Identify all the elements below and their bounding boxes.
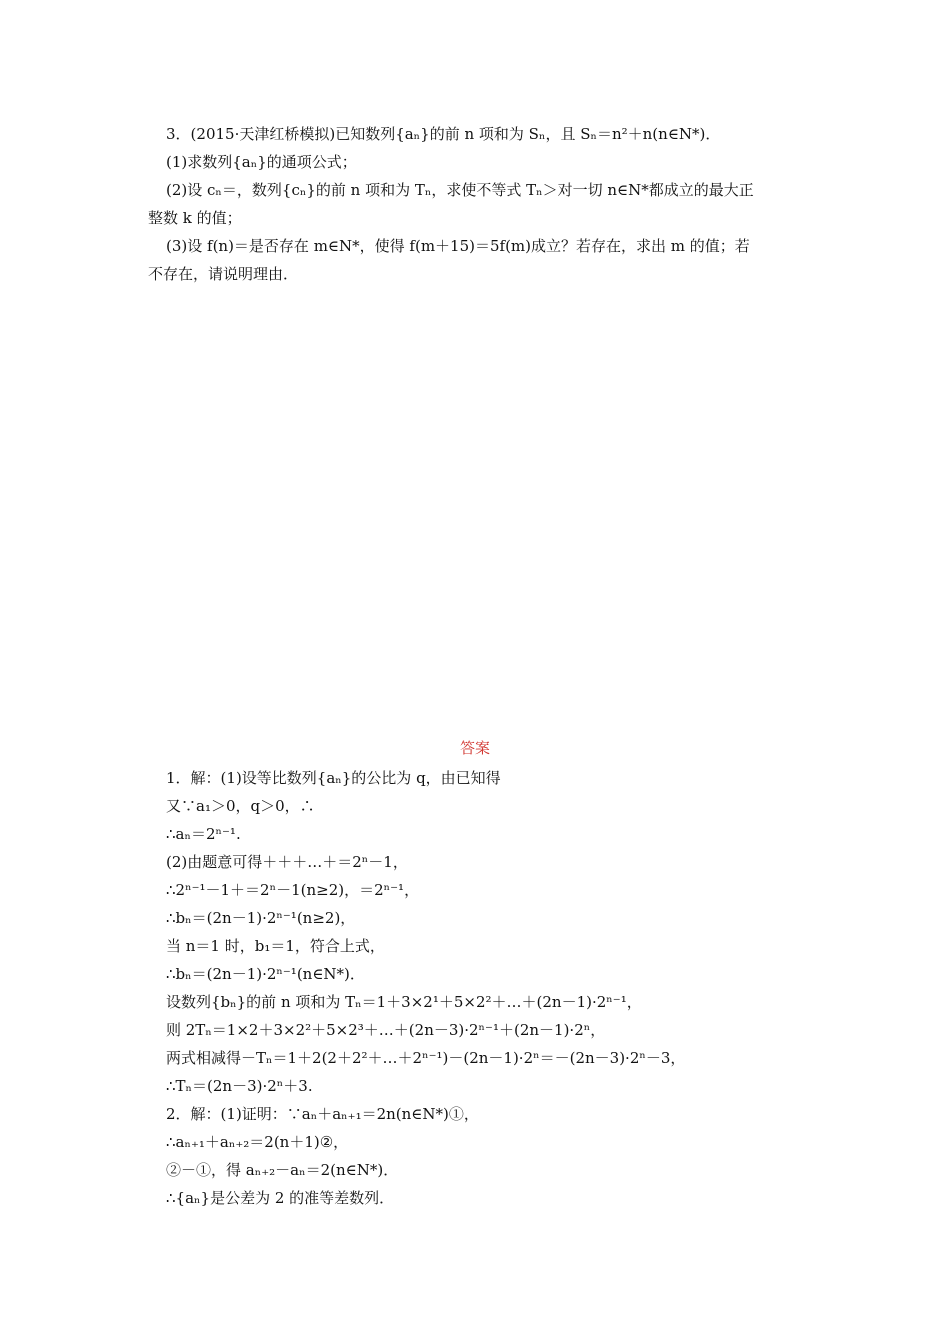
answer-line: ∴{aₙ}是公差为 2 的准等差数列． — [166, 1189, 395, 1207]
q3-part2-line2: 整数 k 的值； — [148, 209, 242, 227]
answer-line: ∴bₙ＝(2n－1)·2ⁿ⁻¹(n≥2)， — [166, 909, 356, 927]
answer-line: ∴bₙ＝(2n－1)·2ⁿ⁻¹(n∈N*)． — [166, 965, 365, 983]
answer-line: ∴aₙ＝2ⁿ⁻¹. — [166, 825, 241, 843]
answer-line: 又∵a₁＞0，q＞0，∴ — [166, 797, 315, 815]
answer-line: 2．解：(1)证明：∵aₙ＋aₙ₊₁＝2n(n∈N*)①， — [166, 1105, 479, 1123]
answer-line: 当 n＝1 时，b₁＝1，符合上式， — [166, 937, 385, 955]
answer-line: 两式相减得－Tₙ＝1＋2(2＋2²＋…＋2ⁿ⁻¹)－(2n－1)·2ⁿ＝－(2n－3)·2ⁿ－3， — [166, 1049, 686, 1067]
q3-part2-line1: (2)设 cₙ＝，数列{cₙ}的前 n 项和为 Tₙ，求使不等式 Tₙ＞对一切 n∈N*都成立的最大正 — [166, 181, 754, 199]
q3-part3-line1: (3)设 f(n)＝是否存在 m∈N*，使得 f(m＋15)＝5f(m)成立？若存在，求出 m 的值；若 — [166, 237, 750, 255]
answer-heading: 答案 — [459, 739, 490, 757]
answer-line: ∴2ⁿ⁻¹－1＋＝2ⁿ－1(n≥2)，＝2ⁿ⁻¹， — [166, 881, 420, 899]
answer-line: ∴aₙ₊₁＋aₙ₊₂＝2(n＋1)②， — [166, 1133, 349, 1151]
answer-line: ∴Tₙ＝(2n－3)·2ⁿ＋3. — [166, 1077, 313, 1095]
answer-line: 则 2Tₙ＝1×2＋3×2²＋5×2³＋…＋(2n－3)·2ⁿ⁻¹＋(2n－1)·2ⁿ， — [166, 1021, 606, 1039]
answer-line: 1．解：(1)设等比数列{aₙ}的公比为 q，由已知得 — [166, 769, 501, 787]
q3-part1: (1)求数列{aₙ}的通项公式； — [166, 153, 357, 171]
q3-statement: 3．(2015·天津红桥模拟)已知数列{aₙ}的前 n 项和为 Sₙ，且 Sₙ＝n²＋n(n∈N*)． — [166, 125, 721, 143]
answer-line: (2)由题意可得＋＋＋…＋＝2ⁿ－1， — [166, 853, 408, 871]
q3-part3-line2: 不存在，请说明理由． — [148, 265, 299, 283]
answer-line: ②－①，得 aₙ₊₂－aₙ＝2(n∈N*)． — [166, 1161, 399, 1179]
answer-line: 设数列{bₙ}的前 n 项和为 Tₙ＝1＋3×2¹＋5×2²＋…＋(2n－1)·2ⁿ⁻¹， — [166, 993, 642, 1011]
